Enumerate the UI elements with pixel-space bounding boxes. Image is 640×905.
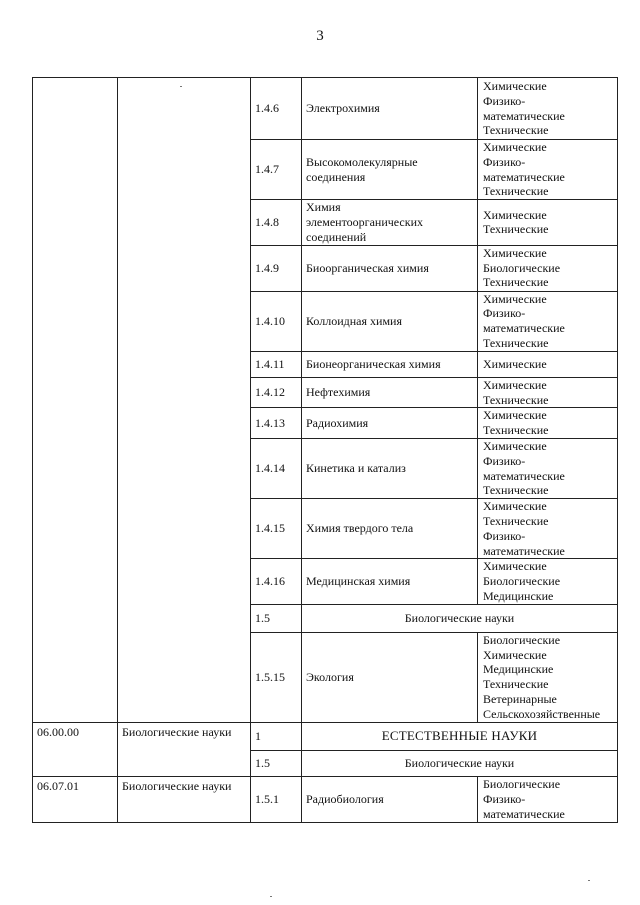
specialty-code: 1.5.15 <box>251 632 302 722</box>
empty-cell <box>33 78 118 723</box>
science-field: Биологические <box>483 574 561 589</box>
specialty-code: 1.4.16 <box>251 559 302 604</box>
science-fields <box>478 776 618 822</box>
science-field: Сельскохозяйственные <box>483 706 601 721</box>
science-fields <box>478 351 618 377</box>
specialty-name <box>302 776 478 822</box>
science-field: Химические <box>483 377 547 392</box>
science-field: Химические <box>483 499 547 514</box>
specialty-name-line: Медицинская химия <box>306 574 411 589</box>
specialty-name <box>302 140 478 200</box>
table-row <box>33 78 618 140</box>
science-field: Биологические <box>483 632 561 647</box>
specialties-table <box>32 77 618 823</box>
science-fields <box>478 78 618 140</box>
science-field: Технические <box>483 423 549 438</box>
specialty-name <box>302 377 478 408</box>
science-fields <box>478 632 618 722</box>
science-field: математические <box>483 321 565 336</box>
specialty-name <box>302 200 478 245</box>
specialty-name-line: Радиобиология <box>306 791 384 806</box>
specialty-code: 1.4.14 <box>251 438 302 498</box>
specialty-name <box>302 78 478 140</box>
specialty-code: 1.4.8 <box>251 200 302 245</box>
science-field: Технические <box>483 222 549 237</box>
science-field: Химические <box>483 245 547 260</box>
science-field: Технические <box>483 335 549 350</box>
science-field: Химические <box>483 408 547 423</box>
science-field: Химические <box>483 438 547 453</box>
specialty-code: 1.5.1 <box>251 776 302 822</box>
specialty-code: 1.4.10 <box>251 291 302 351</box>
old-name: Биологические науки <box>118 776 251 822</box>
science-field: Химические <box>483 78 547 93</box>
science-field: Технические <box>483 513 549 528</box>
group-title: Биологические науки <box>302 750 618 776</box>
specialty-name-line: Биоорганическая химия <box>306 260 429 275</box>
specialty-name-line: элементоорганических <box>306 214 424 229</box>
science-field: Медицинские <box>483 588 554 603</box>
science-fields <box>478 377 618 408</box>
specialty-name-line: Кинетика и катализ <box>306 461 406 476</box>
science-field: математические <box>483 468 565 483</box>
specialty-code: 1.4.6 <box>251 78 302 140</box>
science-field: Биологические <box>483 777 561 792</box>
scan-speck <box>180 86 182 87</box>
science-field: Биологические <box>483 260 561 275</box>
science-field: математические <box>483 108 565 123</box>
science-field: Химические <box>483 140 547 154</box>
science-field: Физико- <box>483 791 526 806</box>
science-fields <box>478 408 618 439</box>
page-number: 3 <box>316 28 324 44</box>
specialty-name <box>302 559 478 604</box>
science-field: Физико- <box>483 528 526 543</box>
specialty-code: 1 <box>251 722 302 750</box>
table-row <box>33 776 618 822</box>
specialty-code: 1.5 <box>251 750 302 776</box>
science-field: Физико- <box>483 453 526 468</box>
specialty-code: 1.4.11 <box>251 351 302 377</box>
table-body <box>33 78 618 823</box>
specialty-name-line: соединения <box>306 169 366 184</box>
specialty-name <box>302 438 478 498</box>
science-field: Химические <box>483 356 547 371</box>
group-title: Биологические науки <box>302 604 618 632</box>
specialty-code: 1.4.9 <box>251 245 302 291</box>
science-fields <box>478 200 618 245</box>
specialty-name-line: соединений <box>306 229 367 244</box>
science-field: Технические <box>483 677 549 692</box>
specialty-name <box>302 291 478 351</box>
science-fields <box>478 438 618 498</box>
science-field: Технические <box>483 123 549 138</box>
science-field: Химические <box>483 647 547 662</box>
science-field: Химические <box>483 207 547 222</box>
science-field: математические <box>483 169 565 184</box>
science-fields <box>478 499 618 559</box>
specialty-code: 1.4.13 <box>251 408 302 439</box>
scan-speck <box>588 880 590 881</box>
specialty-name-line: Бионеорганическая химия <box>306 356 441 371</box>
specialty-name-line: Электрохимия <box>306 101 380 116</box>
science-field: Технические <box>483 392 549 407</box>
specialty-code: 1.4.12 <box>251 377 302 408</box>
science-field: Физико- <box>483 93 526 108</box>
science-fields <box>478 245 618 291</box>
specialty-name-line: Высокомолекулярные <box>306 154 418 169</box>
science-field: Технические <box>483 184 549 199</box>
old-code: 06.00.00 <box>33 722 118 776</box>
specialty-name-line: Химия твердого тела <box>306 521 414 536</box>
specialty-code: 1.5 <box>251 604 302 632</box>
science-field: Химические <box>483 559 547 574</box>
specialty-name <box>302 245 478 291</box>
old-code: 06.07.01 <box>33 776 118 822</box>
science-field: математические <box>483 806 565 821</box>
specialty-name <box>302 499 478 559</box>
group-title: ЕСТЕСТВЕННЫЕ НАУКИ <box>302 722 618 750</box>
empty-cell <box>118 78 251 723</box>
science-field: Технические <box>483 275 549 290</box>
specialty-name <box>302 632 478 722</box>
specialty-name-line: Коллоидная химия <box>306 313 402 328</box>
science-field: Физико- <box>483 306 526 321</box>
science-fields <box>478 559 618 604</box>
science-field: Медицинские <box>483 662 554 677</box>
specialty-name-line: Нефтехимия <box>306 385 371 400</box>
science-field: Химические <box>483 291 547 306</box>
science-fields <box>478 291 618 351</box>
specialty-name <box>302 408 478 439</box>
science-field: Ветеринарные <box>483 692 557 707</box>
specialty-name-line: Экология <box>306 669 354 684</box>
science-field: Технические <box>483 483 549 498</box>
specialty-name-line: Радиохимия <box>306 415 369 430</box>
specialty-name-line: Химия <box>306 200 341 215</box>
specialty-code: 1.4.15 <box>251 499 302 559</box>
old-name: Биологические науки <box>118 722 251 776</box>
science-field: математические <box>483 543 565 558</box>
specialty-code: 1.4.7 <box>251 140 302 200</box>
specialty-name <box>302 351 478 377</box>
science-fields <box>478 140 618 200</box>
scan-speck <box>270 896 272 897</box>
science-field: Физико- <box>483 154 526 169</box>
table-row <box>33 722 618 750</box>
